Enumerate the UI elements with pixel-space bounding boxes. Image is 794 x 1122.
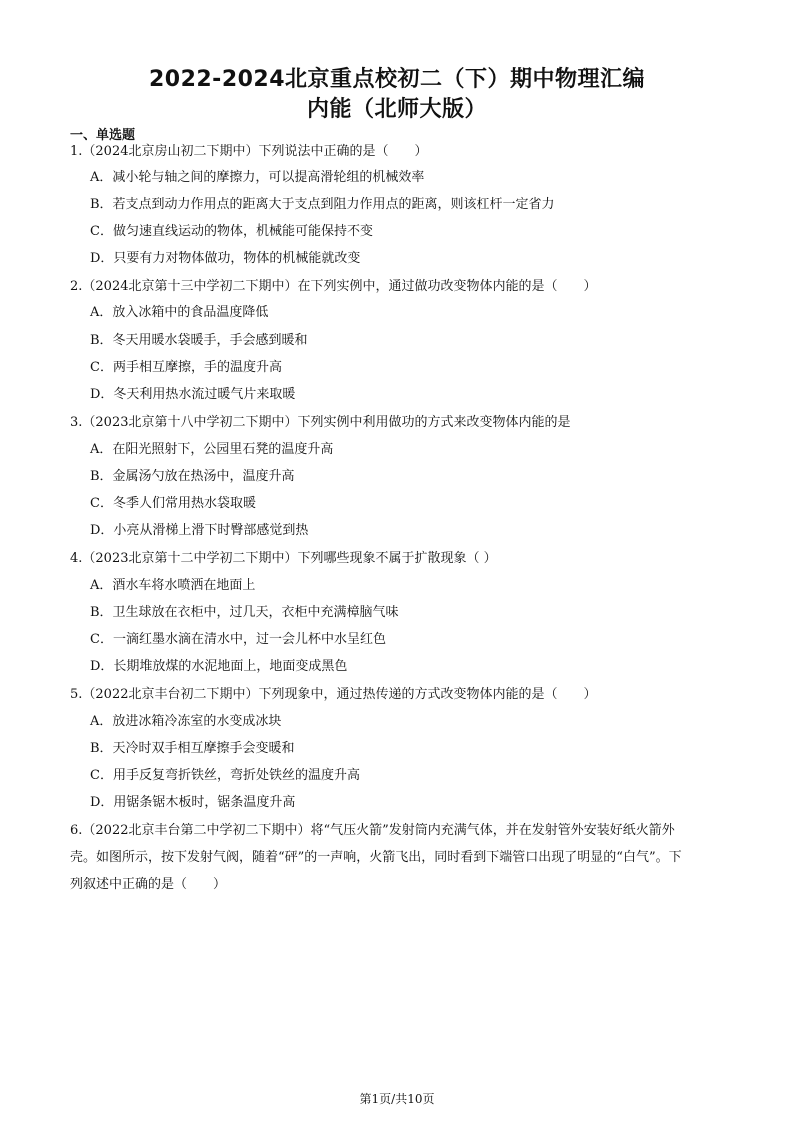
document-title-line2: 内能（北师大版）: [306, 97, 487, 122]
question-5-stem: 5.（2022北京丰台初二下期中）下列现象中，通过热传递的方式改变物体内能的是（ ）: [70, 687, 597, 702]
question-5-option-d: D．用锯条锯木板时，锯条温度升高: [90, 795, 296, 810]
question-2-option-b: B．冬天用暖水袋暖手，手会感到暖和: [90, 333, 308, 348]
question-4-option-d: D．长期堆放煤的水泥地面上，地面变成黑色: [90, 659, 348, 674]
question-3-option-a: A．在阳光照射下，公园里石凳的温度升高: [90, 442, 334, 457]
question-2-stem: 2.（2024北京第十三中学初二下期中）在下列实例中，通过做功改变物体内能的是（ ）: [70, 279, 597, 294]
question-2-option-a: A．放入冰箱中的食品温度降低: [90, 305, 269, 320]
question-1-option-a: A．减小轮与轴之间的摩擦力，可以提高滑轮组的机械效率: [90, 170, 425, 185]
question-1-option-b: B．若支点到动力作用点的距离大于支点到阻力作用点的距离，则该杠杆一定省力: [90, 197, 555, 212]
section-heading: 一、单选题: [70, 128, 136, 143]
question-5-option-b: B．天冷时双手相互摩擦手会变暖和: [90, 741, 295, 756]
question-1-stem: 1.（2024北京房山初二下期中）下列说法中正确的是（ ）: [70, 144, 428, 159]
question-2-option-d: D．冬天利用热水流过暖气片来取暖: [90, 387, 296, 402]
question-4-option-c: C．一滴红墨水滴在清水中，过一会儿杯中水呈红色: [90, 632, 386, 647]
question-4-option-b: B．卫生球放在衣柜中，过几天，衣柜中充满樟脑气味: [90, 605, 399, 620]
question-4-stem: 4.（2023北京第十二中学初二下期中）下列哪些现象不属于扩散现象（ ）: [70, 551, 497, 566]
page-number: 第1页/共10页: [359, 1092, 435, 1106]
question-3-option-b: B．金属汤勺放在热汤中，温度升高: [90, 469, 295, 484]
question-1-option-c: C．做匀速直线运动的物体，机械能可能保持不变: [90, 224, 373, 239]
question-5-option-c: C．用手反复弯折铁丝，弯折处铁丝的温度升高: [90, 768, 360, 783]
question-3-option-c: C．冬季人们常用热水袋取暖: [90, 496, 256, 511]
question-4-option-a: A．酒水车将水喷洒在地面上: [90, 578, 256, 593]
question-1-option-d: D．只要有力对物体做功，物体的机械能就改变: [90, 251, 361, 266]
question-5-option-a: A．放进冰箱冷冻室的水变成冰块: [90, 714, 282, 729]
document-title-line1: 2022-2024北京重点校初二（下）期中物理汇编: [148, 67, 646, 92]
question-3-stem: 3.（2023北京第十八中学初二下期中）下列实例中利用做功的方式来改变物体内能的是: [70, 415, 571, 430]
question-2-option-c: C．两手相互摩擦，手的温度升高: [90, 360, 282, 375]
question-6-stem-line1: 6.（2022北京丰台第二中学初二下期中）将“气压火箭”发射筒内充满气体，并在发射管外安装好纸火箭外: [70, 823, 675, 838]
question-6-stem-line3: 列叙述中正确的是（ ）: [70, 877, 227, 892]
question-3-option-d: D．小亮从滑梯上滑下时臀部感觉到热: [90, 523, 309, 538]
question-6-stem-line2: 壳。如图所示，按下发射气阀，随着“砰”的一声响，火箭飞出，同时看到下端管口出现了明显的“白气”。下: [70, 850, 682, 865]
